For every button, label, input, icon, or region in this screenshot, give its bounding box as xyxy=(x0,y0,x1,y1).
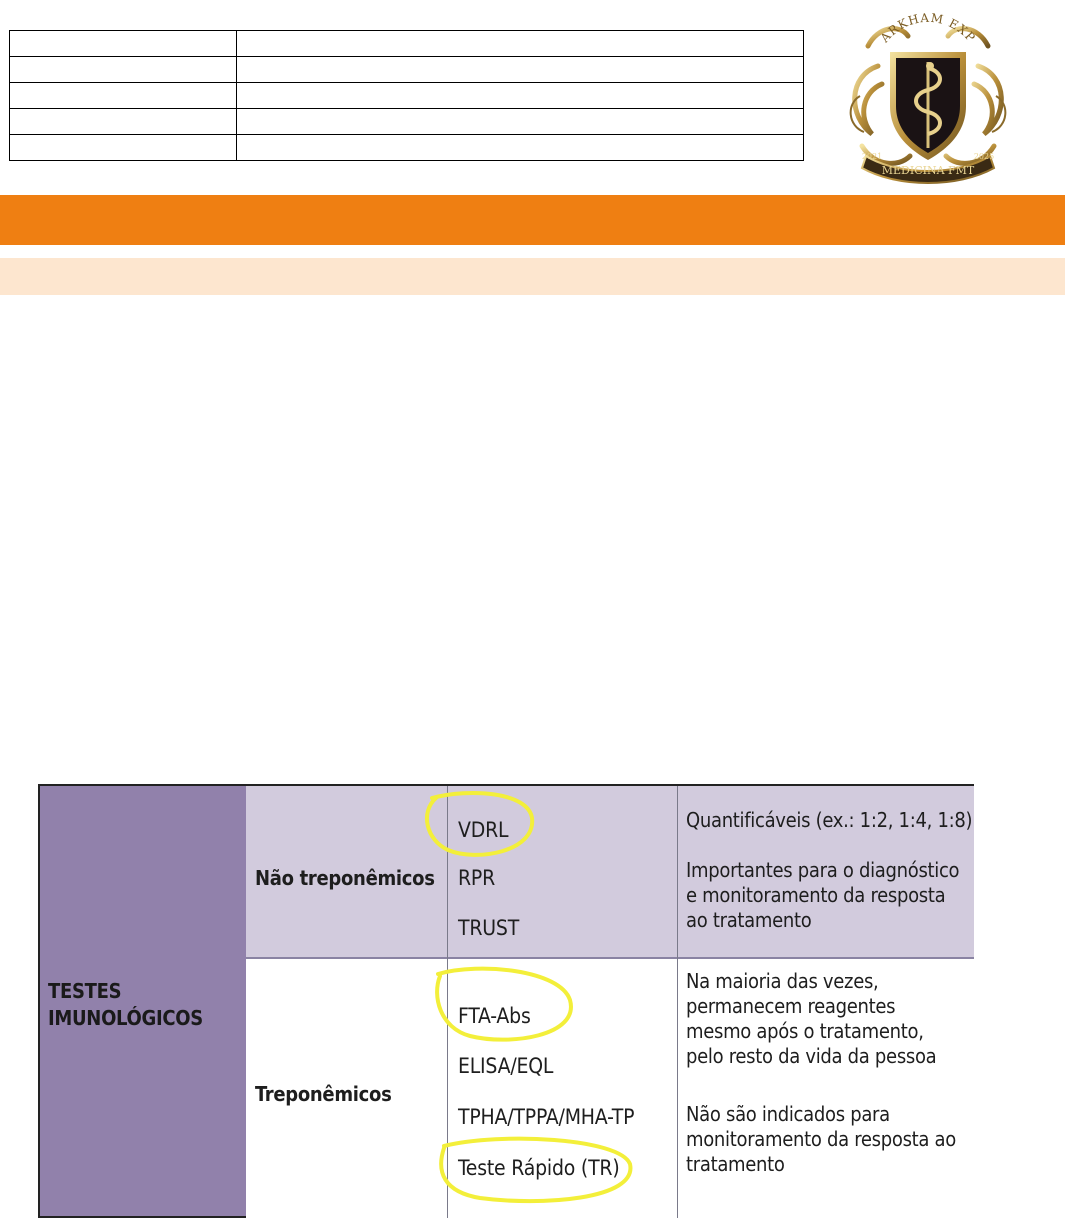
test-rpr: RPR xyxy=(458,866,496,890)
note-line: monitoramento da resposta ao xyxy=(686,1127,956,1151)
title-banner xyxy=(0,195,1065,245)
column-divider xyxy=(677,786,678,1218)
emblem-year-right: 2025 xyxy=(973,152,995,161)
main-category-line2: IMUNOLÓGICOS xyxy=(48,1006,203,1030)
subtitle-banner xyxy=(0,258,1065,295)
header-cell-label xyxy=(10,83,237,109)
note-line: permanecem reagentes xyxy=(686,994,896,1018)
note-line: mesmo após o tratamento, xyxy=(686,1019,924,1043)
note-line: tratamento xyxy=(686,1152,785,1176)
header-cell-label xyxy=(10,109,237,135)
caduceus-shield-emblem-icon xyxy=(838,6,1018,186)
emblem-bottom-text: MEDICINA FMT xyxy=(881,164,975,177)
header-info-table xyxy=(9,30,804,161)
header-cell-value xyxy=(237,109,804,135)
note-line: pelo resto da vida da pessoa xyxy=(686,1044,937,1068)
note-line: Na maioria das vezes, xyxy=(686,969,879,993)
test-teste-rapido: Teste Rápido (TR) xyxy=(458,1156,620,1180)
immunology-tests-figure xyxy=(38,784,974,1218)
header-cell-value xyxy=(237,83,804,109)
column-divider xyxy=(447,786,448,1218)
header-cell-value xyxy=(237,57,804,83)
header-cell-label xyxy=(10,135,237,161)
group-name-nao-treponemicos: Não treponêmicos xyxy=(255,866,435,890)
header-row xyxy=(10,83,804,109)
test-elisa-eql: ELISA/EQL xyxy=(458,1054,554,1078)
test-vdrl: VDRL xyxy=(458,818,509,842)
header-cell-value xyxy=(237,31,804,57)
note-line: ao tratamento xyxy=(686,908,812,932)
emblem-top-text: ARKHAM EXP xyxy=(877,10,979,46)
header-cell-label xyxy=(10,57,237,83)
header-row xyxy=(10,57,804,83)
header-cell-value xyxy=(237,135,804,161)
header-cell-label xyxy=(10,31,237,57)
svg-text:ARKHAM EXP xyxy=(877,11,978,46)
header-row xyxy=(10,109,804,135)
main-category-line1: TESTES xyxy=(48,979,122,1003)
main-category-label xyxy=(48,978,203,1032)
header-row xyxy=(10,135,804,161)
group-name-treponemicos: Treponêmicos xyxy=(255,1082,392,1106)
emblem-year-left: 2021 xyxy=(861,152,883,161)
test-trust: TRUST xyxy=(458,916,520,940)
test-tpha-tppa-mha-tp: TPHA/TPPA/MHA-TP xyxy=(458,1105,635,1129)
row-divider xyxy=(246,957,974,959)
note-line: Não são indicados para xyxy=(686,1102,890,1126)
note-line: Importantes para o diagnóstico xyxy=(686,858,960,882)
header-row xyxy=(10,31,804,57)
test-fta-abs: FTA-Abs xyxy=(458,1004,531,1028)
note-quantificaveis: Quantificáveis (ex.: 1:2, 1:4, 1:8) xyxy=(686,808,973,832)
note-line: e monitoramento da resposta xyxy=(686,883,946,907)
main-category-cell xyxy=(40,786,246,1216)
